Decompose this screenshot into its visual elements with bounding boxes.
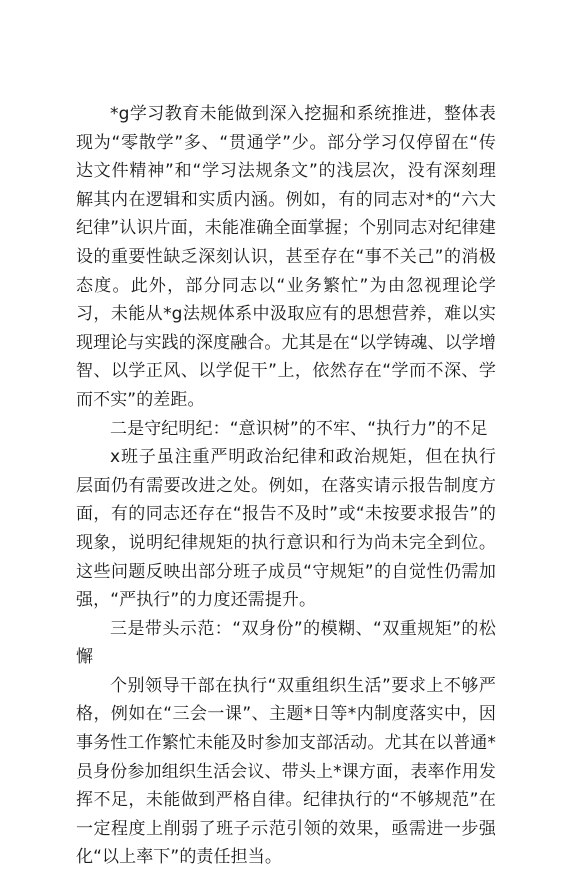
paragraph-study-education: *g学习教育未能做到深入挖掘和系统推进，整体表现为“零散学”多、“贯通学”少。部分学习仅停留在“传达文件精神”和“学习法规条文”的浅层次，没有深刻理解其内在逻辑和实质内涵。例如，有的同志对*的“六大纪律”认识片面，未能准确全面掌握；个别同志对纪律建设的重要性缺乏深刻认识，甚至存在“事不关己”的消极态度。此外，部分同志以“业务繁忙”为由忽视理论学习，未能从*g法规体系中汲取应有的思想营养，难以实现理论与实践的深度融合。尤其是在“以学铸魂、以学增智、以学正风、以学促干”上，依然存在“学而不深、学而不实”的差距。 bbox=[76, 104, 496, 410]
paragraph-organizational-life: 个别领导干部在执行“双重组织生活”要求上不够严格，例如在“三会一课”、主题*日等*内制度落实中，因事务性工作繁忙未能及时参加支部活动。尤其在以普通*员身份参加组织生活会议、带头上*课方面，表率作用发挥不足，未能做到严格自律。纪律执行的“不够规范”在一定程度上削弱了班子示范引领的效果，亟需进一步强化“以上率下”的责任担当。 bbox=[76, 675, 496, 868]
heading-leading-example: 三是带头示范：“双身份”的模糊、“双重规矩”的松懈 bbox=[76, 618, 496, 668]
document-page bbox=[76, 100, 496, 872]
heading-discipline-awareness: 二是守纪明纪：“意识树”的不牢、“执行力”的不足 bbox=[110, 418, 488, 439]
paragraph-discipline-execution: x班子虽注重严明政治纪律和政治规矩，但在执行层面仍有需要改进之处。例如，在落实请示报告制度方面，有的同志还存在“报告不及时”或“未按要求报告”的现象，说明纪律规矩的执行意识和行为尚未完全到位。这些问题反映出部分班子成员“守规矩”的自觉性仍需加强，“严执行”的力度还需提升。 bbox=[76, 447, 496, 611]
